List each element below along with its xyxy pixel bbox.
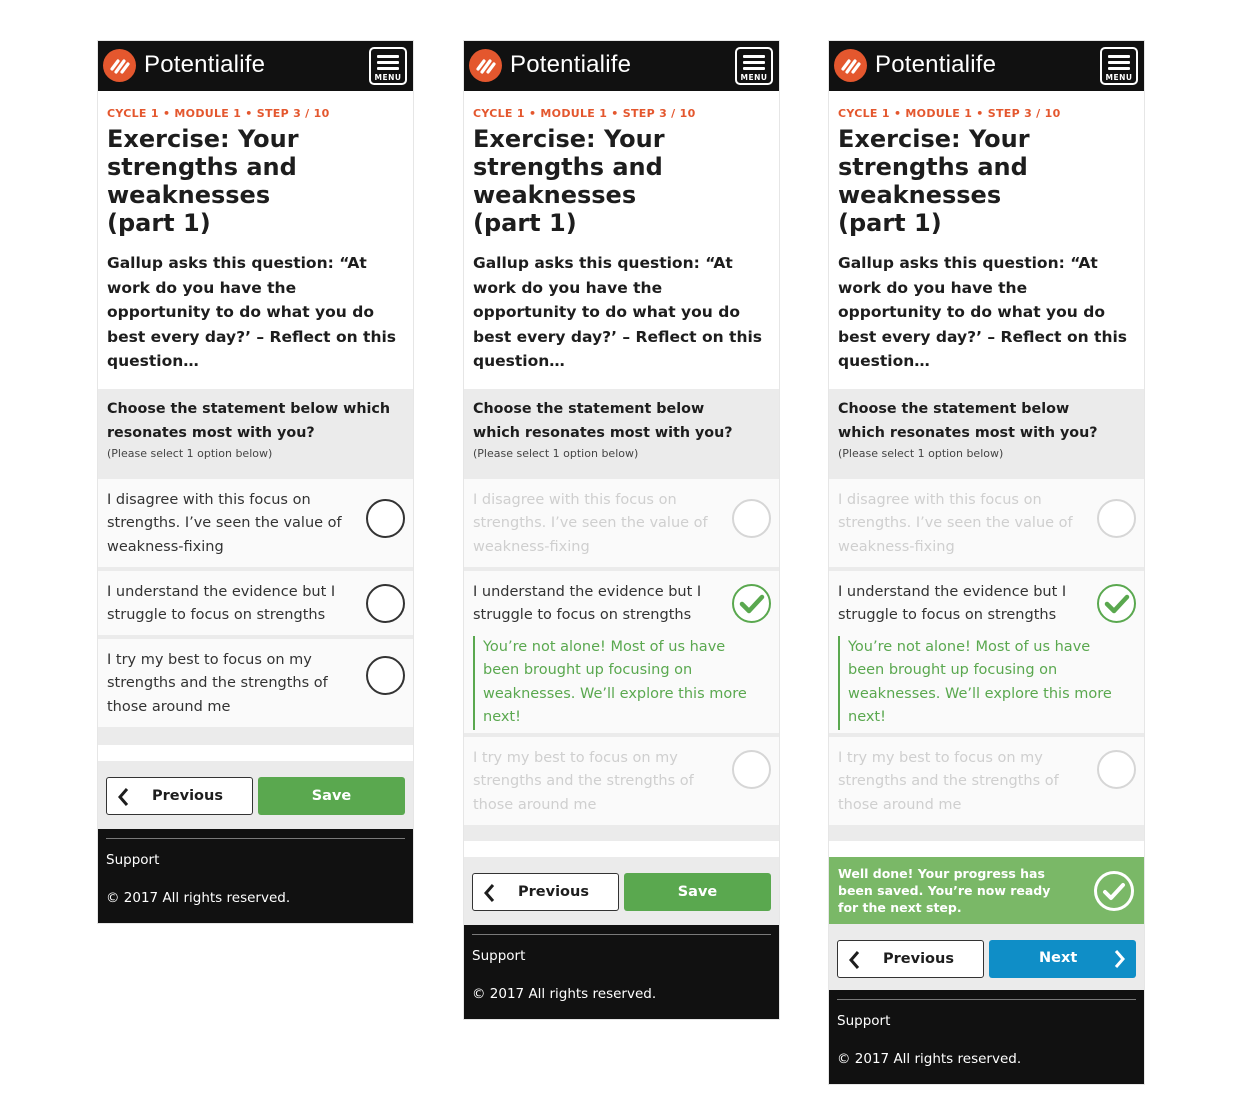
logo-icon[interactable]: [469, 49, 502, 82]
check-icon[interactable]: [732, 584, 771, 623]
chevron-left-icon: [117, 787, 129, 807]
option-text: I try my best to focus on my strengths and the strengths of those around me: [107, 651, 328, 715]
prompt-text: Choose the statement below which resonates most with you?: [838, 400, 1098, 441]
radio-button[interactable]: [1097, 499, 1136, 538]
previous-button[interactable]: [837, 940, 984, 978]
save-button[interactable]: Save: [624, 873, 771, 911]
title-line: (part 1): [838, 209, 942, 237]
title-line: strengths and: [107, 153, 297, 181]
menu-label: MENU: [374, 73, 402, 82]
options-list: [829, 475, 1144, 825]
title-line: weaknesses: [838, 181, 1002, 209]
footer-divider: [472, 934, 771, 935]
check-circle-icon: [1093, 870, 1135, 912]
previous-label: Previous: [152, 787, 223, 804]
option-text: I disagree with this focus on strengths. I’ve seen the value of weakness-fixing: [473, 491, 708, 555]
prompt-note: (Please select 1 option below): [107, 446, 273, 460]
menu-label: MENU: [740, 73, 768, 82]
chevron-left-icon: [848, 950, 860, 970]
footer: [98, 829, 413, 923]
app-header: [98, 41, 413, 91]
check-icon[interactable]: [1097, 584, 1136, 623]
option-3[interactable]: [98, 639, 413, 727]
divider: [829, 825, 1144, 841]
option-text: I disagree with this focus on strengths. I’ve seen the value of weakness-fixing: [838, 491, 1073, 555]
title-line: weaknesses: [107, 181, 271, 209]
previous-label: Previous: [518, 883, 589, 900]
divider: [829, 841, 1144, 857]
option-2[interactable]: [98, 571, 413, 635]
logo-icon[interactable]: [834, 49, 867, 82]
next-button[interactable]: [989, 940, 1136, 978]
option-2-selected[interactable]: [464, 571, 779, 733]
support-link[interactable]: Support: [106, 851, 160, 868]
question-text: Gallup asks this question: “At work do you have the opportunity to do what you do best every day?’ – Reflect on this question…: [473, 254, 763, 370]
save-button[interactable]: Save: [258, 777, 405, 815]
breadcrumb: CYCLE 1 • MODULE 1 • STEP 3 / 10: [107, 107, 330, 120]
hamburger-menu-icon[interactable]: [1100, 47, 1138, 85]
action-bar: [98, 761, 413, 829]
logo-icon[interactable]: [103, 49, 136, 82]
screen-saved: [829, 41, 1144, 1084]
intro-section: [829, 91, 1144, 389]
option-1[interactable]: [829, 479, 1144, 567]
option-text: I try my best to focus on my strengths and the strengths of those around me: [473, 749, 694, 813]
screen-initial: [98, 41, 413, 923]
chevron-left-icon: [483, 883, 495, 903]
previous-button[interactable]: [472, 873, 619, 911]
screen-option-selected: [464, 41, 779, 1019]
options-list: [464, 475, 779, 825]
breadcrumb: CYCLE 1 • MODULE 1 • STEP 3 / 10: [838, 107, 1061, 120]
page-title: [473, 125, 770, 237]
title-line: (part 1): [107, 209, 211, 237]
divider: [464, 825, 779, 841]
option-3[interactable]: [464, 737, 779, 825]
menu-label: MENU: [1105, 73, 1133, 82]
page-title: [838, 125, 1135, 237]
copyright: © 2017 All rights reserved.: [472, 985, 657, 1002]
hamburger-menu-icon[interactable]: [735, 47, 773, 85]
title-line: (part 1): [473, 209, 577, 237]
app-header: [464, 41, 779, 91]
feedback-message: You’re not alone! Most of us have been brought up focusing on weaknesses. We’ll explore this more next!: [473, 636, 763, 730]
question-text: Gallup asks this question: “At work do you have the opportunity to do what you do best every day?’ – Reflect on this question…: [107, 254, 397, 370]
options-list: [98, 475, 413, 727]
radio-button[interactable]: [366, 499, 405, 538]
option-text: I disagree with this focus on strengths. I’ve seen the value of weakness-fixing: [107, 491, 342, 555]
previous-label: Previous: [883, 950, 954, 967]
copyright: © 2017 All rights reserved.: [106, 889, 291, 906]
app-header: [829, 41, 1144, 91]
prompt-note: (Please select 1 option below): [473, 446, 639, 460]
divider: [464, 841, 779, 857]
brand-name: Potentialife: [510, 51, 632, 78]
question-text: Gallup asks this question: “At work do you have the opportunity to do what you do best every day?’ – Reflect on this question…: [838, 254, 1128, 370]
feedback-message: You’re not alone! Most of us have been brought up focusing on weaknesses. We’ll explore this more next!: [838, 636, 1128, 730]
prompt-text: Choose the statement below which resonates most with you?: [107, 400, 391, 441]
support-link[interactable]: Support: [837, 1012, 891, 1029]
option-1[interactable]: [464, 479, 779, 567]
radio-button[interactable]: [366, 656, 405, 695]
title-line: weaknesses: [473, 181, 637, 209]
footer: [464, 925, 779, 1019]
previous-button[interactable]: [106, 777, 253, 815]
prompt-note: (Please select 1 option below): [838, 446, 1004, 460]
intro-section: [98, 91, 413, 389]
option-1[interactable]: [98, 479, 413, 567]
title-line: Exercise: Your: [838, 125, 1030, 153]
option-3[interactable]: [829, 737, 1144, 825]
hamburger-menu-icon[interactable]: [369, 47, 407, 85]
prompt-text: Choose the statement below which resonates most with you?: [473, 400, 733, 441]
radio-button[interactable]: [1097, 750, 1136, 789]
radio-button[interactable]: [366, 584, 405, 623]
support-link[interactable]: Support: [472, 947, 526, 964]
option-2-selected[interactable]: [829, 571, 1144, 733]
chevron-right-icon: [1114, 949, 1126, 969]
footer-divider: [106, 838, 405, 839]
option-text: I try my best to focus on my strengths and the strengths of those around me: [838, 749, 1059, 813]
option-text: I understand the evidence but I struggle to focus on strengths: [838, 583, 1067, 623]
brand-name: Potentialife: [144, 51, 266, 78]
option-text: I understand the evidence but I struggle to focus on strengths: [107, 583, 336, 623]
success-message: Well done! Your progress has been saved. You’re now ready for the next step.: [838, 865, 1051, 915]
prompt-section: [98, 389, 413, 475]
page-title: [107, 125, 404, 237]
next-label: Next: [1039, 949, 1078, 966]
action-bar: [829, 924, 1144, 990]
title-line: Exercise: Your: [473, 125, 665, 153]
title-line: strengths and: [473, 153, 663, 181]
intro-section: [464, 91, 779, 389]
prompt-section: [829, 389, 1144, 475]
option-text: I understand the evidence but I struggle to focus on strengths: [473, 583, 702, 623]
divider: [98, 727, 413, 745]
radio-button[interactable]: [732, 750, 771, 789]
brand-name: Potentialife: [875, 51, 997, 78]
title-line: strengths and: [838, 153, 1028, 181]
footer: [829, 990, 1144, 1084]
breadcrumb: CYCLE 1 • MODULE 1 • STEP 3 / 10: [473, 107, 696, 120]
radio-button[interactable]: [732, 499, 771, 538]
action-bar: [464, 857, 779, 925]
prompt-section: [464, 389, 779, 475]
title-line: Exercise: Your: [107, 125, 299, 153]
divider: [98, 745, 413, 761]
footer-divider: [837, 999, 1136, 1000]
success-banner: [829, 857, 1144, 924]
copyright: © 2017 All rights reserved.: [837, 1050, 1022, 1067]
